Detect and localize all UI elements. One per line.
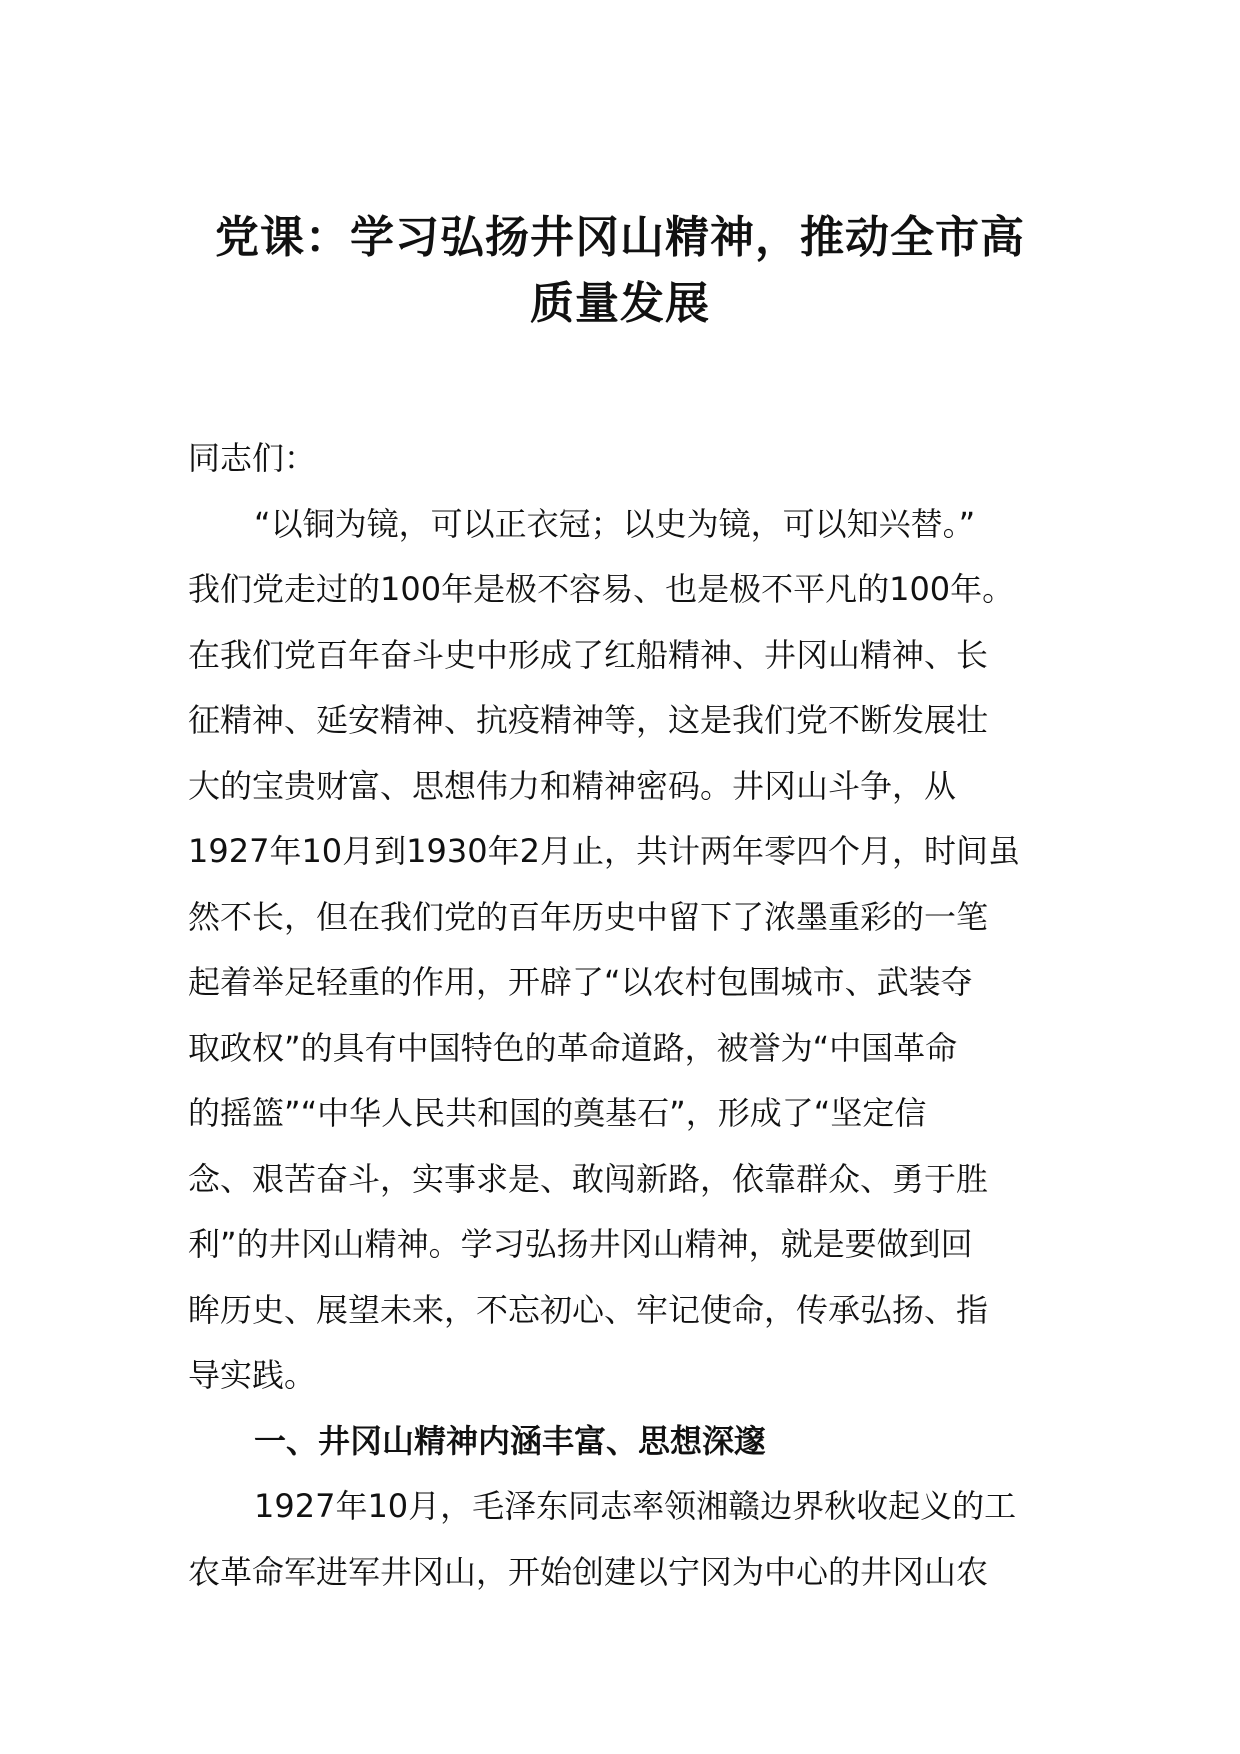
paragraph-line: 念、艰苦奋斗，实事求是、敢闯新路，依靠群众、勇于胜: [188, 1159, 989, 1198]
paragraph-line: “以铜为镜，可以正衣冠；以史为镜，可以知兴替。”: [254, 504, 976, 543]
title-line-2: 质量发展: [530, 278, 710, 329]
paragraph-line: 眸历史、展望未来，不忘初心、牢记使命，传承弘扬、指: [188, 1290, 989, 1329]
salutation: 同志们：: [188, 439, 317, 477]
paragraph-line: 取政权”的具有中国特色的革命道路，被誉为“中国革命: [188, 1028, 958, 1067]
section-paragraph-line: 1927年10月，毛泽东同志率领湘赣边界秋收起义的工: [254, 1487, 1017, 1525]
paragraph-line: 的摇篮”“中华人民共和国的奠基石”，形成了“坚定信: [188, 1094, 927, 1132]
paragraph-line: 起着举足轻重的作用，开辟了“以农村包围城市、武装夺: [188, 963, 973, 1001]
paragraph-line: 征精神、延安精神、抗疫精神等，这是我们党不断发展壮: [188, 701, 989, 739]
paragraph-line: 利”的井冈山精神。学习弘扬井冈山精神，就是要做到回: [188, 1225, 973, 1263]
paragraph-line: 我们党走过的100年是极不容易、也是极不平凡的100年。: [188, 570, 1015, 608]
section-paragraph-line: 农革命军进军井冈山，开始创建以宁冈为中心的井冈山农: [188, 1552, 989, 1591]
paragraph-line: 1927年10月到1930年2月止，共计两年零四个月，时间虽: [188, 832, 1020, 870]
paragraph-line: 大的宝贵财富、思想伟力和精神密码。井冈山斗争，从: [188, 766, 957, 805]
title-line-1: 党课：学习弘扬井冈山精神，推动全市高: [215, 212, 1025, 263]
document-title: [150, 205, 1090, 337]
section-heading: 一、井冈山精神内涵丰富、思想深邃: [254, 1421, 767, 1460]
paragraph-line: 导实践。: [188, 1356, 317, 1394]
paragraph-line: 然不长，但在我们党的百年历史中留下了浓墨重彩的一笔: [188, 897, 989, 936]
paragraph-line: 在我们党百年奋斗史中形成了红船精神、井冈山精神、长: [188, 635, 989, 674]
document-body: [188, 426, 1068, 1605]
